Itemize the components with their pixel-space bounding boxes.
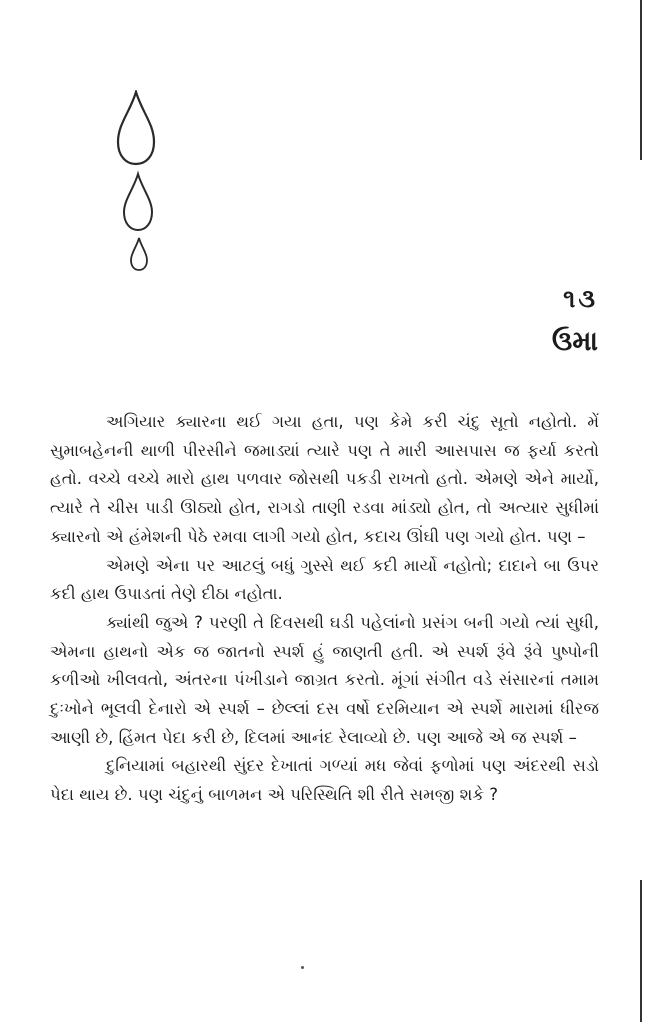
large-drop-icon xyxy=(118,92,154,164)
chapter-number: ૧૩ xyxy=(563,284,598,313)
chapter-body xyxy=(50,408,599,810)
paragraph-2: એમણે એના પર આટલું બધું ગુસ્સે થઈ કદી માર્યો નહોતો; દાદાને બા ઉપર કદી હાથ ઉપાડતાં તેણે દીઠા નહોતા. xyxy=(50,555,599,604)
paragraph-1: અગિયાર ક્યારના થઈ ગયા હતા, પણ કેમે કરી ચંદુ સૂતો નહોતો. મેં સુમાબહેનની થાળી પીરસીને જમાડ્યાં ત્યારે પણ તે મારી આસપાસ જ ફર્યા કરતો હતો. વચ્ચે વચ્ચે મારો હાથ પળવાર જોસથી પકડી રાખતો હતો. એમણે એને માર્યો, ત્યારે તે ચીસ પાડી ઊઠ્યો હોત, રાગડો તાણી રડવા માંડ્યો હોત, તો અત્યાર સુધીમાં ક્યારનો એ હંમેશની પેઠે રમવા લાગી ગયો હોત, કદાચ ઊંઘી પણ ગયો હોત. પણ – xyxy=(50,412,599,546)
page-edge-shadow xyxy=(640,0,642,160)
page-speck xyxy=(301,966,304,969)
paragraph-3: ક્યાંથી જુએ ? પરણી તે દિવસથી ઘડી પહેલાંનો પ્રસંગ બની ગયો ત્યાં સુધી, એમના હાથનો એક જ જાતનો સ્પર્શ હું જાણતી હતી. એ સ્પર્શ રૂંવે રૂંવે પુષ્પોની કળીઓ ખીલવતો, અંતરના પંખીડાને જાગ્રત કરતો. મૂંગાં સંગીત વડે સંસારનાં તમામ દુઃખોને ભૂલવી દેનારો એ સ્પર્શ – છેલ્લાં દસ વર્ષો દરમિયાન એ સ્પર્શે મારામાં ધીરજ આણી છે, હિંમત પેદા કરી છે, દિલમાં આનંદ રેલાવ્યો છે. પણ આજે એ જ સ્પર્શ – xyxy=(50,612,599,747)
page-edge-shadow-bottom xyxy=(640,880,642,1022)
chapter-title: ઉમા xyxy=(551,326,598,357)
water-drops-ornament xyxy=(112,90,172,280)
paragraph-4: દુનિયામાં બહારથી સુંદર દેખાતાં ગળ્યાં મધ જેવાં ફળોમાં પણ અંદરથી સડો પેદા થાય છે. પણ ચંદુનું બાળમન એ પરિસ્થિતિ શી રીતે સમજી શકે ? xyxy=(50,756,599,805)
small-drop-icon xyxy=(131,238,147,270)
medium-drop-icon xyxy=(124,174,152,230)
